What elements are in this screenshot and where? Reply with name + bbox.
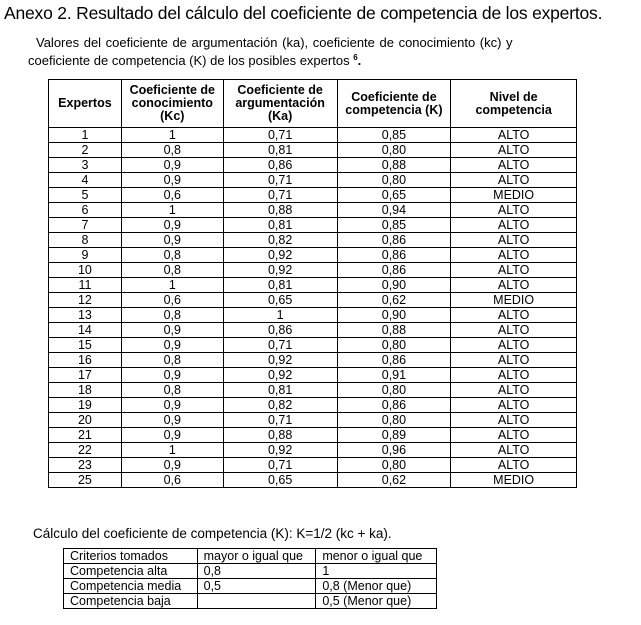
k-cell: 0,62 <box>337 293 451 308</box>
kc-cell: 0,6 <box>121 293 223 308</box>
table-row <box>49 128 577 143</box>
k-cell: 0,86 <box>337 263 451 278</box>
criteria-max-cell: 0,8 (Menor que) <box>316 579 437 594</box>
intro-end: . <box>357 53 362 68</box>
table-row <box>49 263 577 278</box>
kc-cell: 0,8 <box>121 143 223 158</box>
k-cell: 0,85 <box>337 218 451 233</box>
criteria-header-criterios: Criterios tomados <box>64 549 198 564</box>
kc-cell: 0,9 <box>121 323 223 338</box>
kc-cell: 0,9 <box>121 218 223 233</box>
expert-number-cell: 15 <box>49 338 122 353</box>
level-cell: MEDIO <box>451 188 577 203</box>
k-cell: 0,89 <box>337 428 451 443</box>
table-row <box>49 233 577 248</box>
kc-cell: 1 <box>121 203 223 218</box>
expert-number-cell: 3 <box>49 158 122 173</box>
kc-cell: 0,8 <box>121 308 223 323</box>
table-row <box>49 173 577 188</box>
kc-cell: 0,9 <box>121 368 223 383</box>
ka-cell: 0,71 <box>223 338 337 353</box>
header-nivel: Nivel de competencia <box>451 80 577 128</box>
k-cell: 0,85 <box>337 128 451 143</box>
level-cell: ALTO <box>451 368 577 383</box>
expert-number-cell: 18 <box>49 383 122 398</box>
criteria-row <box>64 594 437 609</box>
level-cell: ALTO <box>451 338 577 353</box>
k-cell: 0,86 <box>337 398 451 413</box>
ka-cell: 0,86 <box>223 158 337 173</box>
intro-line-1: Valores del coeficiente de argumentación (ka), coeficiente de conocimiento (kc) y <box>36 35 513 50</box>
criteria-header-menor: menor o igual que <box>316 549 437 564</box>
expert-number-cell: 14 <box>49 323 122 338</box>
criteria-table-body <box>64 564 437 609</box>
kc-cell: 0,9 <box>121 338 223 353</box>
level-cell: ALTO <box>451 353 577 368</box>
ka-cell: 1 <box>223 308 337 323</box>
ka-cell: 0,82 <box>223 233 337 248</box>
expert-number-cell: 5 <box>49 188 122 203</box>
k-cell: 0,86 <box>337 233 451 248</box>
ka-cell: 0,81 <box>223 278 337 293</box>
level-cell: ALTO <box>451 128 577 143</box>
expert-number-cell: 12 <box>49 293 122 308</box>
level-cell: ALTO <box>451 233 577 248</box>
formula-text: Cálculo del coeficiente de competencia (K): K=1/2 (kc + ka). <box>33 526 392 541</box>
kc-cell: 0,9 <box>121 173 223 188</box>
table-row <box>49 428 577 443</box>
experts-table-header-row <box>49 80 577 128</box>
ka-cell: 0,88 <box>223 428 337 443</box>
k-cell: 0,80 <box>337 173 451 188</box>
level-cell: ALTO <box>451 308 577 323</box>
criteria-name-cell: Competencia alta <box>64 564 198 579</box>
level-cell: ALTO <box>451 443 577 458</box>
ka-cell: 0,92 <box>223 353 337 368</box>
ka-cell: 0,92 <box>223 263 337 278</box>
kc-cell: 1 <box>121 443 223 458</box>
table-row <box>49 413 577 428</box>
ka-cell: 0,82 <box>223 398 337 413</box>
level-cell: ALTO <box>451 428 577 443</box>
criteria-name-cell: Competencia media <box>64 579 198 594</box>
level-cell: ALTO <box>451 398 577 413</box>
table-row <box>49 278 577 293</box>
kc-cell: 0,9 <box>121 458 223 473</box>
criteria-row <box>64 579 437 594</box>
level-cell: ALTO <box>451 278 577 293</box>
expert-number-cell: 7 <box>49 218 122 233</box>
level-cell: ALTO <box>451 413 577 428</box>
criteria-max-cell: 0,5 (Menor que) <box>316 594 437 609</box>
ka-cell: 0,71 <box>223 413 337 428</box>
expert-number-cell: 2 <box>49 143 122 158</box>
ka-cell: 0,65 <box>223 473 337 488</box>
ka-cell: 0,71 <box>223 458 337 473</box>
ka-cell: 0,92 <box>223 248 337 263</box>
level-cell: ALTO <box>451 383 577 398</box>
k-cell: 0,88 <box>337 158 451 173</box>
expert-number-cell: 23 <box>49 458 122 473</box>
kc-cell: 0,9 <box>121 398 223 413</box>
table-row <box>49 338 577 353</box>
criteria-header-mayor: mayor o igual que <box>197 549 316 564</box>
level-cell: ALTO <box>451 218 577 233</box>
k-cell: 0,80 <box>337 338 451 353</box>
criteria-name-cell: Competencia baja <box>64 594 198 609</box>
level-cell: ALTO <box>451 173 577 188</box>
kc-cell: 1 <box>121 128 223 143</box>
ka-cell: 0,71 <box>223 128 337 143</box>
expert-number-cell: 1 <box>49 128 122 143</box>
table-row <box>49 473 577 488</box>
kc-cell: 0,9 <box>121 233 223 248</box>
table-row <box>49 323 577 338</box>
kc-cell: 0,9 <box>121 413 223 428</box>
expert-number-cell: 20 <box>49 413 122 428</box>
table-row <box>49 293 577 308</box>
kc-cell: 0,9 <box>121 428 223 443</box>
ka-cell: 0,92 <box>223 443 337 458</box>
intro-line-2: coeficiente de competencia (K) de los posibles expertos <box>28 53 350 68</box>
level-cell: ALTO <box>451 263 577 278</box>
table-row <box>49 458 577 473</box>
k-cell: 0,94 <box>337 203 451 218</box>
k-cell: 0,96 <box>337 443 451 458</box>
level-cell: MEDIO <box>451 473 577 488</box>
table-row <box>49 218 577 233</box>
k-cell: 0,80 <box>337 383 451 398</box>
expert-number-cell: 17 <box>49 368 122 383</box>
criteria-min-cell <box>197 594 316 609</box>
k-cell: 0,80 <box>337 413 451 428</box>
table-row <box>49 368 577 383</box>
expert-number-cell: 16 <box>49 353 122 368</box>
expert-number-cell: 11 <box>49 278 122 293</box>
header-kc: Coeficiente de conocimiento (Kc) <box>121 80 223 128</box>
level-cell: ALTO <box>451 248 577 263</box>
level-cell: MEDIO <box>451 293 577 308</box>
ka-cell: 0,88 <box>223 203 337 218</box>
k-cell: 0,88 <box>337 323 451 338</box>
expert-number-cell: 9 <box>49 248 122 263</box>
experts-table-body <box>49 128 577 488</box>
ka-cell: 0,71 <box>223 173 337 188</box>
page-title: Anexo 2. Resultado del cálculo del coeficiente de competencia de los expertos. <box>4 3 603 23</box>
kc-cell: 0,6 <box>121 473 223 488</box>
k-cell: 0,86 <box>337 353 451 368</box>
k-cell: 0,90 <box>337 278 451 293</box>
ka-cell: 0,81 <box>223 383 337 398</box>
ka-cell: 0,65 <box>223 293 337 308</box>
table-row <box>49 143 577 158</box>
ka-cell: 0,71 <box>223 188 337 203</box>
expert-number-cell: 21 <box>49 428 122 443</box>
criteria-min-cell: 0,8 <box>197 564 316 579</box>
table-row <box>49 383 577 398</box>
ka-cell: 0,86 <box>223 323 337 338</box>
kc-cell: 0,8 <box>121 248 223 263</box>
ka-cell: 0,81 <box>223 143 337 158</box>
experts-table <box>48 79 577 488</box>
k-cell: 0,91 <box>337 368 451 383</box>
expert-number-cell: 19 <box>49 398 122 413</box>
expert-number-cell: 25 <box>49 473 122 488</box>
expert-number-cell: 22 <box>49 443 122 458</box>
expert-number-cell: 4 <box>49 173 122 188</box>
k-cell: 0,90 <box>337 308 451 323</box>
kc-cell: 0,6 <box>121 188 223 203</box>
k-cell: 0,62 <box>337 473 451 488</box>
criteria-min-cell: 0,5 <box>197 579 316 594</box>
header-ka: Coeficiente de argumentación (Ka) <box>223 80 337 128</box>
table-row <box>49 203 577 218</box>
criteria-row <box>64 564 437 579</box>
table-row <box>49 188 577 203</box>
kc-cell: 0,8 <box>121 383 223 398</box>
level-cell: ALTO <box>451 458 577 473</box>
table-row <box>49 353 577 368</box>
criteria-header-row <box>64 549 437 564</box>
ka-cell: 0,92 <box>223 368 337 383</box>
k-cell: 0,86 <box>337 248 451 263</box>
header-k: Coeficiente de competencia (K) <box>337 80 451 128</box>
level-cell: ALTO <box>451 323 577 338</box>
ka-cell: 0,81 <box>223 218 337 233</box>
k-cell: 0,80 <box>337 458 451 473</box>
expert-number-cell: 10 <box>49 263 122 278</box>
level-cell: ALTO <box>451 158 577 173</box>
table-row <box>49 443 577 458</box>
footnote-reference: 6 <box>353 53 358 62</box>
k-cell: 0,80 <box>337 143 451 158</box>
level-cell: ALTO <box>451 143 577 158</box>
table-row <box>49 158 577 173</box>
expert-number-cell: 8 <box>49 233 122 248</box>
kc-cell: 1 <box>121 278 223 293</box>
expert-number-cell: 13 <box>49 308 122 323</box>
intro-paragraph <box>28 35 608 68</box>
kc-cell: 0,9 <box>121 158 223 173</box>
k-cell: 0,65 <box>337 188 451 203</box>
table-row <box>49 398 577 413</box>
criteria-max-cell: 1 <box>316 564 437 579</box>
table-row <box>49 248 577 263</box>
kc-cell: 0,8 <box>121 353 223 368</box>
criteria-table <box>63 548 437 609</box>
level-cell: ALTO <box>451 203 577 218</box>
expert-number-cell: 6 <box>49 203 122 218</box>
table-row <box>49 308 577 323</box>
kc-cell: 0,8 <box>121 263 223 278</box>
header-expertos: Expertos <box>49 80 122 128</box>
